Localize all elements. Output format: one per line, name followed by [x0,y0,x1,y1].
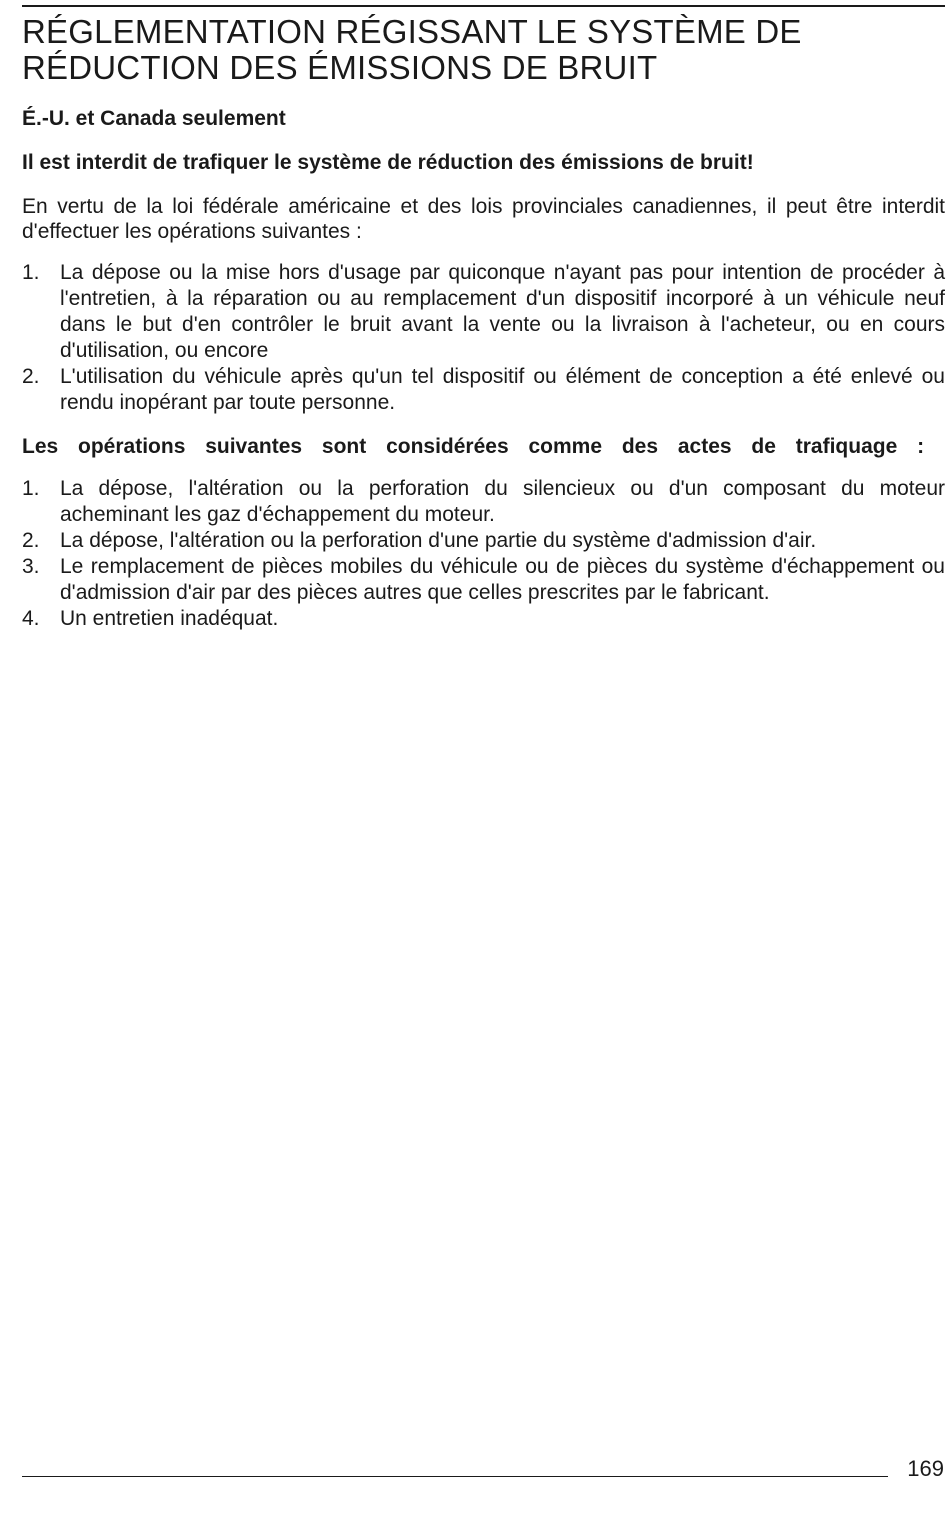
page-number: 169 [907,1456,944,1481]
list-item-number: 1. [22,261,40,284]
list-item-text: Un entretien inadéquat. [60,607,279,630]
warning-text: Il est interdit de trafiquer le système de réduction des émissions de bruit! [22,151,754,174]
page-content [22,14,945,632]
list-item-number: 2. [22,365,40,388]
top-rule [22,5,945,7]
list-item-text: La dépose ou la mise hors d'usage par quiconque n'ayant pas pour intention de procéder à l'entretien, à la réparation ou au remplacement d'un dispositif incorporé à un véhicule neuf dans le but d'en contrôler le bruit avant la vente ou la livraison à l'acheteur, ou en cours d'utilisation, ou encore [60,261,945,362]
list-item-number: 3. [22,555,40,578]
intro-paragraph: En vertu de la loi fédérale américaine et des lois provinciales canadiennes, il peut être interdit d'effectuer les opérations suivantes : [22,195,945,243]
list-item-text: L'utilisation du véhicule après qu'un tel dispositif ou élément de conception a été enlevé ou rendu inopérant par toute personne. [60,365,945,414]
tampering-heading: Les opérations suivantes sont considérées comme des actes de trafiquage : [22,435,925,458]
prohibited-acts-list [22,260,945,416]
list-item-number: 2. [22,529,40,552]
list-item [22,606,945,632]
list-item-text: Le remplacement de pièces mobiles du véhicule ou de pièces du système d'échappement ou d'admission d'air par des pièces autres que celles prescrites par le fabricant. [60,555,945,604]
list-item [22,260,945,364]
list-item [22,528,945,554]
list-item-number: 1. [22,477,40,500]
list-item [22,364,945,416]
list-item [22,476,945,528]
title-line-2: RÉDUCTION DES ÉMISSIONS DE BRUIT [22,49,658,86]
list-item-text: La dépose, l'altération ou la perforation d'une partie du système d'admission d'air. [60,529,817,552]
list-item [22,554,945,606]
region-note: É.-U. et Canada seulement [22,107,286,130]
tampering-acts-list [22,476,945,632]
list-item-number: 4. [22,607,40,630]
list-item-text: La dépose, l'altération ou la perforation du silencieux ou d'un composant du moteur acheminant les gaz d'échappement du moteur. [60,477,945,526]
title-line-1: RÉGLEMENTATION RÉGISSANT LE SYSTÈME DE [22,13,802,50]
footer-rule [22,1476,888,1477]
page-title [22,14,945,86]
